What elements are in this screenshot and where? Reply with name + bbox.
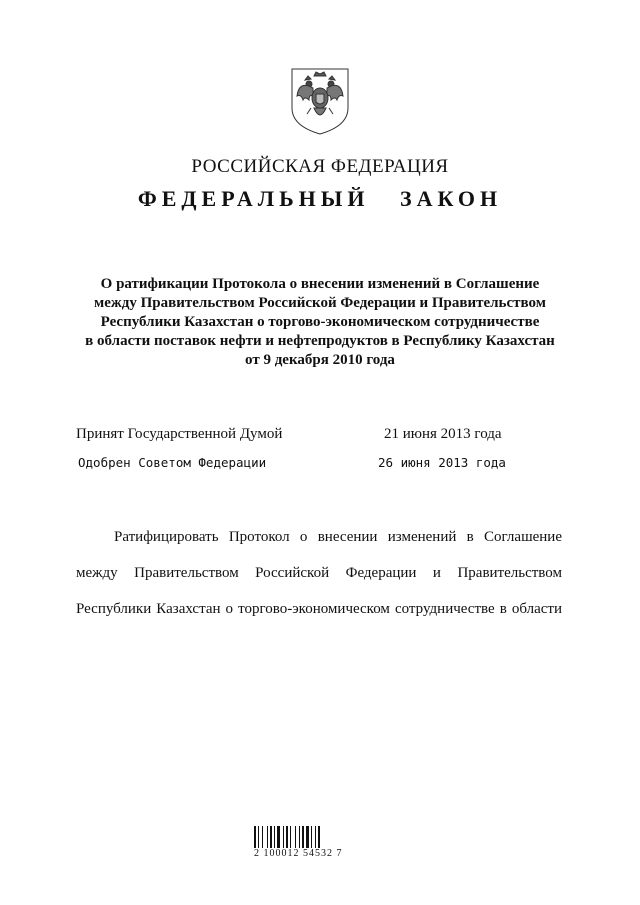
title-line: О ратификации Протокола о внесении изменений в Соглашение <box>100 276 540 292</box>
body-line: Ратифицировать Протокол о внесении изменений в Соглашение <box>114 529 562 545</box>
barcode-bar <box>290 826 291 848</box>
body-line: между Правительством Российской Федерации и Правительством <box>76 565 562 581</box>
duma-adoption-date: 21 июня 2013 года <box>384 426 502 442</box>
council-approval-date: 26 июня 2013 года <box>378 455 506 470</box>
barcode-bar <box>295 826 296 848</box>
council-approval-label: Одобрен Советом Федерации <box>78 455 267 470</box>
duma-adoption-label: Принят Государственной Думой <box>76 426 283 442</box>
barcode-icon <box>254 826 334 848</box>
barcode-bar <box>299 826 300 848</box>
barcode-bar <box>262 826 263 848</box>
barcode-bar <box>274 826 275 848</box>
barcode-bar <box>311 826 312 848</box>
law-type-word-2: ЗАКОН <box>400 186 503 211</box>
barcode-bar <box>315 826 316 848</box>
body-line: Республики Казахстан о торгово-экономическом сотрудничестве в области <box>76 601 562 617</box>
coat-of-arms-icon <box>289 66 351 136</box>
barcode-bar <box>254 826 256 848</box>
barcode-bar <box>318 826 320 848</box>
document-type <box>0 186 640 212</box>
barcode-bar <box>283 826 284 848</box>
barcode-bar <box>267 826 268 848</box>
barcode-bar <box>258 826 259 848</box>
law-title <box>70 275 570 370</box>
title-line: в области поставок нефти и нефтепродуктов в Республику Казахстан <box>85 333 555 349</box>
barcode-bar <box>302 826 304 848</box>
barcode-number: 2 100012 54532 7 <box>254 848 343 859</box>
law-type-word-1: ФЕДЕРАЛЬНЫЙ <box>137 186 370 211</box>
title-line: от 9 декабря 2010 года <box>245 352 395 368</box>
country-name: РОССИЙСКАЯ ФЕДЕРАЦИЯ <box>191 156 449 177</box>
law-body <box>76 528 562 636</box>
barcode-bar <box>286 826 288 848</box>
title-line: между Правительством Российской Федерации и Правительством <box>94 295 546 311</box>
barcode-bar <box>277 826 280 848</box>
title-line: Республики Казахстан о торгово-экономическом сотрудничестве <box>100 314 540 330</box>
barcode-bar <box>270 826 272 848</box>
barcode-bar <box>306 826 309 848</box>
